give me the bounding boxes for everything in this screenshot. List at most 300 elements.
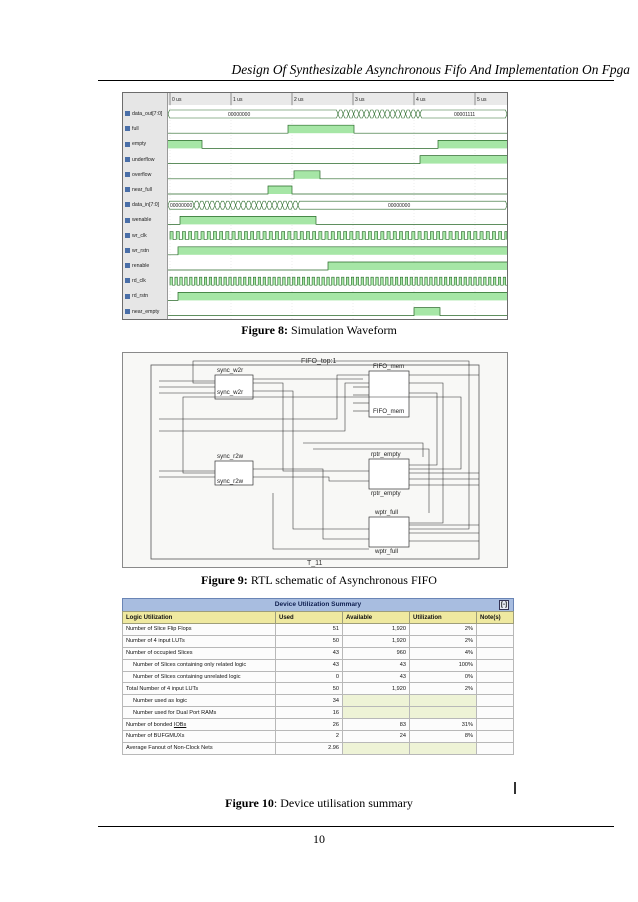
signal-icon (125, 309, 130, 314)
cell-utilization: 2% (410, 635, 477, 647)
clock-high-fill (425, 277, 427, 285)
signal-label: underflow (132, 156, 155, 163)
bus-segment (168, 110, 338, 118)
row-label: Number of 4 input LUTs (123, 635, 276, 647)
bus-segment (220, 201, 225, 209)
bus-segment (395, 110, 400, 118)
clock-high-fill (224, 277, 226, 285)
cell-used: 50 (276, 635, 343, 647)
table-edge-mark (514, 782, 516, 794)
clock-high-fill (505, 232, 507, 240)
clock-high-fill (468, 232, 471, 240)
clock-high-fill (257, 232, 260, 240)
table-row (123, 707, 514, 719)
clock-high-fill (234, 277, 236, 285)
bus-segment (272, 201, 277, 209)
clock-high-fill (430, 277, 432, 285)
clock-high-fill (238, 232, 241, 240)
table-header-row (123, 612, 514, 624)
clock-high-fill (185, 277, 187, 285)
device-utilization-figure (122, 598, 514, 794)
schematic-wire (159, 383, 369, 431)
signal-icon (125, 187, 130, 192)
signal-label: data_out[7:0] (132, 111, 163, 117)
schematic-top-frame (151, 365, 479, 559)
cell-available (343, 707, 410, 719)
cell-notes (477, 731, 514, 743)
bus-segment (246, 201, 251, 209)
figure-10-caption-text: : Device utilisation summary (273, 796, 413, 810)
clock-high-fill (214, 277, 216, 285)
schematic-wires (159, 361, 479, 549)
cell-notes (477, 695, 514, 707)
wptr-full-label: wptr_full (375, 509, 399, 516)
signal-high-fill (294, 171, 320, 179)
simulation-waveform-figure (122, 92, 508, 320)
col-notes: Note(s) (477, 612, 514, 624)
clock-high-fill (361, 277, 363, 285)
signal-icon (125, 248, 130, 253)
cell-notes (477, 707, 514, 719)
bus-segment (343, 110, 348, 118)
col-used: Used (276, 612, 343, 624)
signal-label: wr_clk (132, 232, 147, 239)
bus-value: 00001111 (454, 112, 476, 118)
bus-value: 00000000 (228, 112, 251, 118)
cell-used: 43 (276, 659, 343, 671)
row-label: Number of occupied Slices (123, 647, 276, 659)
clock-high-fill (278, 277, 280, 285)
wptr-full-label-bottom: wptr_full (375, 548, 399, 555)
clock-high-fill (430, 232, 433, 240)
bus-segment (364, 110, 369, 118)
cell-utilization: 2% (410, 683, 477, 695)
clock-high-fill (454, 277, 456, 285)
clock-high-fill (317, 277, 319, 285)
signal-name[interactable] (123, 305, 167, 319)
signal-high-fill (268, 186, 292, 194)
cell-available: 24 (343, 731, 410, 743)
wptr-full-block (369, 509, 409, 555)
cell-available: 1,920 (343, 624, 410, 636)
bus-segment (277, 201, 282, 209)
row-label (123, 719, 276, 731)
sync-r2w-block (215, 453, 253, 485)
bus-segment (282, 201, 287, 209)
clock-high-fill (440, 277, 442, 285)
time-tick-label: 2 us (294, 97, 304, 103)
clock-high-fill (244, 232, 247, 240)
schematic-wire (409, 383, 443, 523)
bus-segment (369, 110, 374, 118)
clock-high-fill (282, 232, 285, 240)
clock-high-fill (399, 232, 402, 240)
clock-high-fill (387, 232, 390, 240)
clock-high-fill (201, 232, 204, 240)
cell-utilization: 2% (410, 624, 477, 636)
bus-segment (348, 110, 353, 118)
cell-available: 43 (343, 671, 410, 683)
signal-icon (125, 218, 130, 223)
clock-high-fill (459, 277, 461, 285)
signal-icon (125, 172, 130, 177)
signal-icon (125, 142, 130, 147)
clock-high-fill (229, 277, 231, 285)
signal-label: rd_clk (132, 278, 146, 285)
time-tick-label: 3 us (355, 97, 365, 103)
col-utilization: Utilization (410, 612, 477, 624)
cell-notes (477, 624, 514, 636)
cell-used: 50 (276, 683, 343, 695)
clock-high-fill (207, 232, 210, 240)
schematic-top-title: FIFO_top:1 (301, 358, 337, 365)
clock-high-fill (376, 277, 378, 285)
signal-name[interactable] (123, 274, 167, 288)
figure-9-caption (0, 573, 638, 588)
clock-high-fill (350, 232, 353, 240)
clock-high-fill (195, 277, 197, 285)
bus-segment (416, 110, 420, 118)
clock-high-fill (170, 277, 172, 285)
signal-name[interactable] (123, 183, 167, 197)
clock-high-fill (449, 277, 451, 285)
clock-high-fill (263, 232, 266, 240)
signal-name[interactable] (123, 198, 167, 212)
clock-high-fill (479, 277, 481, 285)
signal-name[interactable] (123, 244, 167, 258)
row-label: Number used for Dual Port RAMs (123, 707, 276, 719)
clock-high-fill (469, 277, 471, 285)
cell-available: 43 (343, 659, 410, 671)
clock-high-fill (319, 232, 322, 240)
sync-w2r-label: sync_w2r (217, 367, 244, 374)
signal-icon (125, 263, 130, 268)
clock-high-fill (498, 277, 500, 285)
clock-high-fill (371, 277, 373, 285)
bus-segment (251, 201, 256, 209)
clock-high-fill (275, 232, 278, 240)
clock-high-fill (375, 232, 378, 240)
row-label-prefix: Number of bonded (126, 721, 174, 728)
clock-high-fill (503, 277, 505, 285)
table-row (123, 671, 514, 683)
row-label: Number of Slice Flip Flops (123, 624, 276, 636)
clock-high-fill (273, 277, 275, 285)
bus-segment (359, 110, 364, 118)
signal-name-column (123, 93, 168, 319)
signal-trace (168, 308, 507, 316)
cell-notes (477, 683, 514, 695)
row-label: Number of BUFGMUXs (123, 731, 276, 743)
cell-notes (477, 671, 514, 683)
clock-high-fill (368, 232, 371, 240)
signal-icon (125, 278, 130, 283)
signal-name[interactable] (123, 107, 167, 121)
signal-name[interactable] (123, 153, 167, 167)
clock-high-fill (268, 277, 270, 285)
cell-utilization: 0% (410, 671, 477, 683)
clock-high-fill (489, 277, 491, 285)
table-row (123, 683, 514, 695)
bus-segment (288, 201, 293, 209)
schematic-wire (303, 443, 423, 457)
clock-high-fill (176, 232, 179, 240)
cell-available: 960 (343, 647, 410, 659)
cell-notes (477, 635, 514, 647)
clock-high-fill (474, 277, 476, 285)
bus-segment (293, 201, 298, 209)
signal-high-fill (288, 125, 354, 133)
fifo-mem-label: FIFO_mem (373, 363, 405, 370)
signal-name[interactable] (123, 168, 167, 182)
signal-label: overflow (132, 171, 152, 178)
clock-high-fill (325, 232, 328, 240)
clock-high-fill (412, 232, 415, 240)
clock-high-fill (294, 232, 297, 240)
clock-high-fill (199, 277, 201, 285)
bus-segment (262, 201, 267, 209)
signal-high-fill (328, 262, 507, 270)
bus-segment (380, 110, 385, 118)
signal-high-fill (180, 216, 316, 224)
clock-high-fill (251, 232, 254, 240)
table-row (123, 719, 514, 731)
cell-notes (477, 719, 514, 731)
clock-high-fill (331, 232, 334, 240)
clock-high-fill (474, 232, 477, 240)
signal-icon (125, 111, 130, 116)
clock-high-fill (391, 277, 393, 285)
clock-high-fill (232, 232, 235, 240)
bus-segment (406, 110, 411, 118)
bus-segment (267, 201, 272, 209)
bus-segment (256, 201, 261, 209)
time-tick-label: 5 us (477, 97, 487, 103)
figure-10-label: Figure 10 (225, 796, 274, 810)
bus-segment (215, 201, 220, 209)
clock-high-fill (288, 277, 290, 285)
cell-available (343, 695, 410, 707)
signal-name[interactable] (123, 213, 167, 227)
signal-icon (125, 202, 130, 207)
time-tick-label: 4 us (416, 97, 426, 103)
clock-high-fill (461, 232, 464, 240)
clock-high-fill (492, 232, 495, 240)
clock-high-fill (209, 277, 211, 285)
fifo-mem-block (369, 363, 409, 417)
row-label: Number of Slices containing only related logic (123, 659, 276, 671)
clock-high-fill (332, 277, 334, 285)
cell-used: 16 (276, 707, 343, 719)
signal-icon (125, 126, 130, 131)
rtl-schematic-figure (122, 352, 508, 568)
clock-high-fill (195, 232, 198, 240)
clock-high-fill (400, 277, 402, 285)
cell-notes (477, 742, 514, 754)
clock-high-fill (258, 277, 260, 285)
schematic-wire (253, 469, 369, 539)
clock-high-fill (406, 232, 409, 240)
bus-segment (241, 201, 246, 209)
clock-high-fill (307, 277, 309, 285)
bus-segment (354, 110, 359, 118)
figure-8-label: Figure 8: (241, 323, 288, 337)
row-label-link[interactable]: IOBs (173, 721, 187, 728)
bus-segment (194, 201, 199, 209)
rptr-empty-label: rptr_empty (371, 451, 401, 458)
signal-high-fill (414, 308, 440, 316)
table-row (123, 731, 514, 743)
cell-used: 43 (276, 647, 343, 659)
clock-high-fill (386, 277, 388, 285)
figure-10-caption (0, 796, 638, 811)
cell-available (343, 742, 410, 754)
signal-label: full (132, 126, 139, 133)
page-number: 10 (313, 832, 325, 846)
clock-high-fill (464, 277, 466, 285)
clock-high-fill (443, 232, 446, 240)
clock-high-fill (239, 277, 241, 285)
signal-label: near_empty (132, 308, 160, 315)
clock-high-fill (356, 277, 358, 285)
col-available: Available (343, 612, 410, 624)
signal-name[interactable] (123, 122, 167, 136)
sync-r2w-label-bottom: sync_r2w (217, 478, 244, 485)
row-label: Number of Slices containing unrelated logic (123, 671, 276, 683)
signal-high-fill (438, 140, 507, 148)
bus-segment (400, 110, 405, 118)
bus-segment (236, 201, 241, 209)
rptr-empty-label-bottom: rptr_empty (371, 490, 401, 497)
utilization-table-title (122, 598, 514, 612)
cell-utilization (410, 707, 477, 719)
clock-high-fill (288, 232, 291, 240)
fifo-mem-label-bottom: FIFO_mem (373, 408, 405, 415)
clock-high-fill (486, 232, 489, 240)
bus-value: 00000000 (170, 203, 193, 210)
signal-label: wr_rstn (132, 247, 150, 254)
signal-label: wenable (132, 217, 152, 224)
cell-notes (477, 647, 514, 659)
running-header: Design Of Synthesizable Asynchronous Fifo And Implementation On Fpga (231, 62, 630, 77)
clock-high-fill (499, 232, 502, 240)
clock-high-fill (344, 232, 347, 240)
cell-used: 0 (276, 671, 343, 683)
bus-value: 00000000 (388, 203, 411, 210)
cell-available: 83 (343, 719, 410, 731)
cell-available: 1,920 (343, 683, 410, 695)
signal-high-fill (178, 247, 507, 255)
signal-trace (168, 171, 507, 179)
clock-high-fill (219, 277, 221, 285)
clock-high-fill (322, 277, 324, 285)
signal-high-fill (178, 292, 507, 300)
table-row (123, 659, 514, 671)
schematic-wire (253, 391, 369, 529)
signal-name[interactable] (123, 137, 167, 151)
clock-high-fill (253, 277, 255, 285)
clock-high-fill (449, 232, 452, 240)
cell-utilization: 8% (410, 731, 477, 743)
figure-8-caption-text: Simulation Waveform (287, 323, 397, 337)
clock-high-fill (182, 232, 185, 240)
signal-name[interactable] (123, 229, 167, 243)
signal-name[interactable] (123, 289, 167, 303)
signal-icon (125, 233, 130, 238)
cell-used: 51 (276, 624, 343, 636)
clock-high-fill (381, 232, 384, 240)
signal-trace (168, 186, 507, 194)
signal-high-fill (168, 140, 202, 148)
clock-high-fill (415, 277, 417, 285)
clock-high-fill (362, 232, 365, 240)
bus-segment (411, 110, 416, 118)
waveform-plot (168, 93, 507, 319)
clock-high-fill (346, 277, 348, 285)
cell-utilization: 4% (410, 647, 477, 659)
schematic-wire (253, 477, 369, 481)
signal-icon (125, 157, 130, 162)
clock-high-fill (312, 277, 314, 285)
clock-high-fill (226, 232, 229, 240)
schematic-wire (273, 493, 369, 549)
clock-high-fill (418, 232, 421, 240)
cell-utilization: 100% (410, 659, 477, 671)
sync-w2r-block (215, 367, 253, 399)
signal-name[interactable] (123, 259, 167, 273)
clock-high-fill (480, 232, 483, 240)
clock-high-fill (204, 277, 206, 285)
clock-high-fill (342, 277, 344, 285)
cell-available: 1,920 (343, 635, 410, 647)
clock-high-fill (337, 232, 340, 240)
clock-high-fill (313, 232, 316, 240)
signal-label: renable (132, 263, 150, 269)
rptr-empty-block (369, 451, 409, 497)
bus-segment (199, 201, 204, 209)
clock-high-fill (366, 277, 368, 285)
signal-high-fill (420, 156, 507, 164)
schematic-wire (253, 383, 369, 471)
table-row (123, 695, 514, 707)
minimize-icon[interactable]: [-] (501, 602, 507, 608)
sync-w2r-label-bottom: sync_w2r (217, 389, 244, 396)
col-logic-utilization: Logic Utilization (123, 612, 276, 624)
clock-high-fill (410, 277, 412, 285)
signal-label: near_full (132, 187, 152, 193)
clock-high-fill (393, 232, 396, 240)
schematic-drawing (123, 353, 507, 567)
utilization-table (122, 611, 514, 755)
row-label: Average Fanout of Non-Clock Nets (123, 742, 276, 754)
row-label: Number used as logic (123, 695, 276, 707)
clock-high-fill (395, 277, 397, 285)
time-axis (168, 93, 507, 105)
figure-9-caption-text: RTL schematic of Asynchronous FIFO (247, 573, 437, 587)
clock-high-fill (189, 232, 192, 240)
clock-high-fill (175, 277, 177, 285)
sync-r2w-label: sync_r2w (217, 453, 244, 460)
bus-segment (385, 110, 390, 118)
clock-high-fill (351, 277, 353, 285)
clock-high-fill (293, 277, 295, 285)
clock-high-fill (424, 232, 427, 240)
clock-high-fill (455, 232, 458, 240)
cell-utilization (410, 742, 477, 754)
clock-high-fill (405, 277, 407, 285)
clock-high-fill (435, 277, 437, 285)
clock-high-fill (337, 277, 339, 285)
